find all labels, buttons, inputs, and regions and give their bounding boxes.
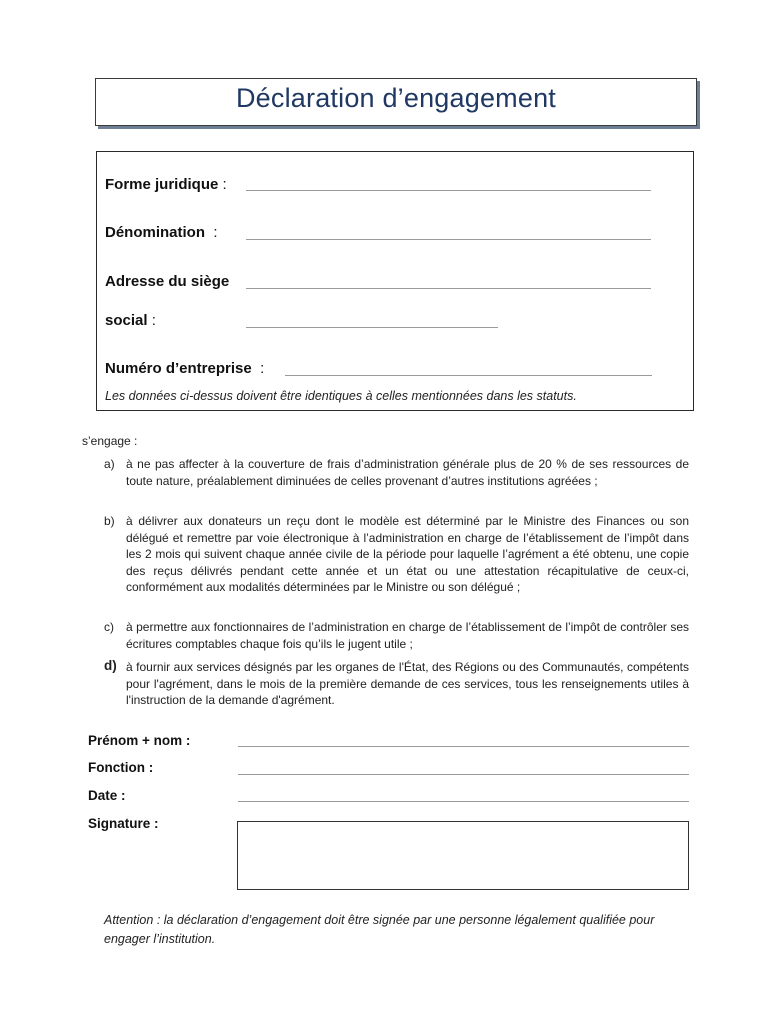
commitment-text: à délivrer aux donateurs un reçu dont le modèle est déterminé par le Ministre des Finances ou son délégué et remettre par voie électronique à l’administration en charge de l’établissement de l’impôt dans les 2 mois qui suivent chaque année civile de la période pour laquelle l’agrément a été obtenu, une copie des reçus délivrés pendant cette année et un état ou une attestation récapitulative de ceux-ci, conformément aux modalités déterminées par le Ministre ou son délégué ;: [126, 514, 689, 594]
attention-note: Attention : la déclaration d’engagement doit être signée par une personne légalement qualifiée pour engager l’institution.: [104, 913, 655, 946]
commitment-item: [104, 456, 689, 489]
commitment-marker: d): [104, 658, 117, 673]
legal-form-label: Forme juridique :: [105, 176, 227, 193]
commitment-marker: c): [104, 620, 114, 634]
commitment-marker: b): [104, 514, 115, 528]
name-label: Dénomination :: [105, 224, 218, 241]
commitment-marker: a): [104, 457, 115, 471]
address-field-line2[interactable]: [246, 327, 498, 328]
name-field[interactable]: [246, 239, 651, 240]
signature-label: Signature :: [88, 816, 159, 831]
commitment-item: [104, 619, 689, 652]
function-label: Fonction :: [88, 760, 154, 775]
institution-identity-box: [96, 151, 694, 411]
title-box: [95, 78, 697, 126]
signatory-name-label: Prénom + nom :: [88, 733, 191, 748]
address-field-line1[interactable]: [246, 288, 651, 289]
commitment-item: [104, 513, 689, 596]
signature-box[interactable]: [237, 821, 689, 890]
commitment-text: à ne pas affecter à la couverture de frais d’administration générale plus de 20 % de ses ressources de toute nature, préalablement diminuées de celles provenant d’autres institutions agréées ;: [126, 457, 689, 488]
date-field[interactable]: [238, 801, 689, 802]
commitment-text: à fournir aux services désignés par les organes de l'État, des Régions ou des Communautés, compétents pour l'agrément, dans le mois de la première demande de ces services, tous les renseignements utiles à l'instruction de la demande d'agrément.: [126, 660, 689, 707]
address-label-line2: social :: [105, 312, 156, 329]
page-title: Déclaration d’engagement: [235, 83, 556, 113]
address-label-line1: Adresse du siège: [105, 273, 230, 290]
function-field[interactable]: [238, 774, 689, 775]
company-number-label: Numéro d’entreprise :: [105, 360, 265, 377]
legal-form-field[interactable]: [246, 190, 651, 191]
company-number-field[interactable]: [285, 375, 652, 376]
signatory-name-field[interactable]: [238, 746, 689, 747]
commitment-text: à permettre aux fonctionnaires de l’administration en charge de l’établissement de l’impôt de contrôler ses écritures comptables chaque fois qu’ils le jugent utile ;: [126, 620, 689, 651]
commitment-item: [104, 659, 689, 709]
date-label: Date :: [88, 788, 126, 803]
engages-intro: s’engage :: [82, 434, 138, 448]
identity-note: Les données ci-dessus doivent être identiques à celles mentionnées dans les statuts.: [105, 389, 577, 403]
